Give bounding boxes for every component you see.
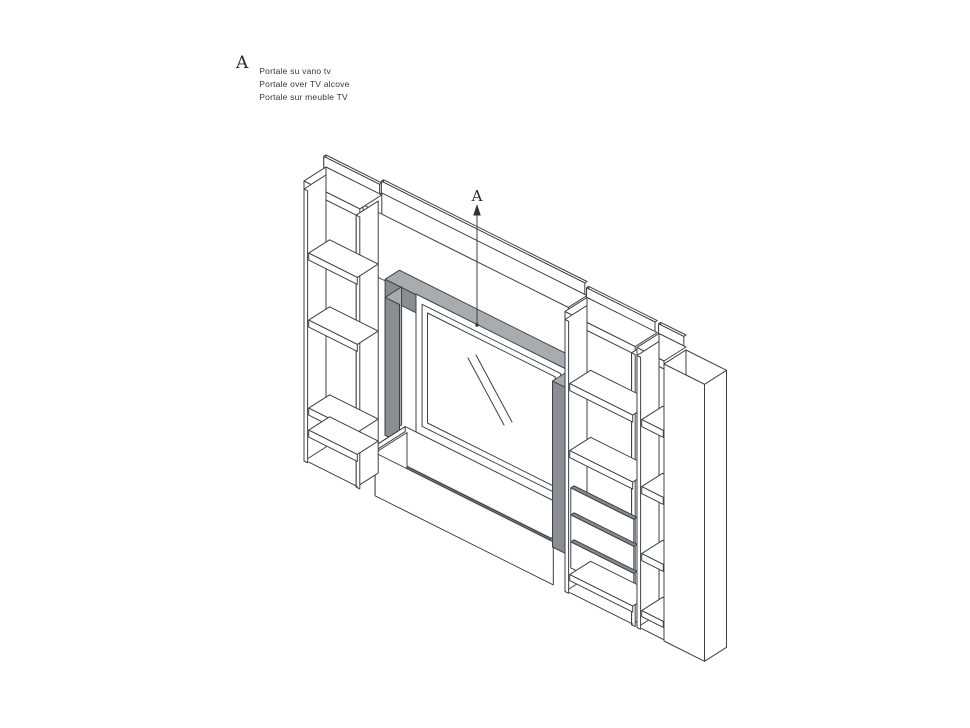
floor-edge (642, 629, 664, 640)
section-arrow-origin-dot (475, 323, 478, 326)
floor-edge (309, 462, 358, 486)
section-letter-legend: A (236, 53, 249, 73)
portal-frame-leg-left-front (385, 297, 399, 442)
right-end-panel-front (664, 364, 705, 661)
legend-line-italian: Portale su vano tv (259, 66, 331, 76)
left-column-left-side-front (304, 189, 308, 463)
right-column-left-side-front (565, 320, 569, 594)
right-end-panel-bottom-edge (705, 647, 727, 661)
section-letter-callout: A (471, 187, 483, 205)
legend-line-english: Portale over TV alcove (259, 78, 350, 89)
section-arrow-head (473, 204, 481, 216)
legend-line-french: Portale sur meuble TV (259, 91, 348, 102)
wall-unit-geometry (304, 155, 727, 661)
right-column2-left-side-front (637, 356, 641, 630)
